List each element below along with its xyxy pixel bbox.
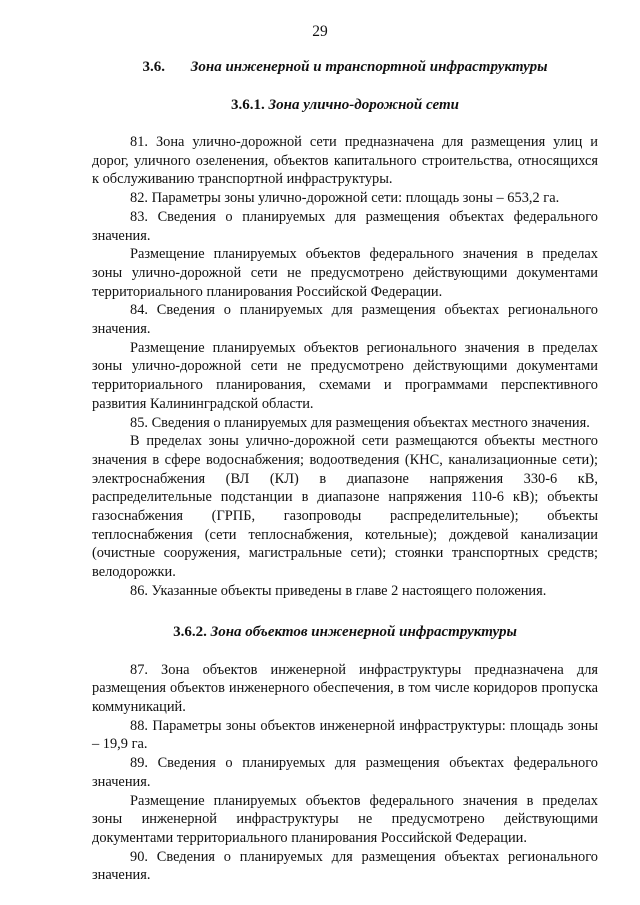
paragraph-84: 84. Сведения о планируемых для размещения объектах регионального значения. xyxy=(92,302,598,338)
paragraph-82: 82. Параметры зоны улично-дорожной сети: площадь зоны – 653,2 га. xyxy=(130,190,560,207)
paragraph-85-text: В пределах зоны улично-дорожной сети размещаются объекты местного значения в сфере водоснабжения; водоотведения (КНС, канализационные сети); электроснабжения (ВЛ (КЛ) в диапазоне напряжения 330-6 кВ, распределительные подстанции в диапазоне напряжения 110-6 кВ); объекты газоснабжения (ГРПБ, газопроводы распределительные); объекты теплоснабжения (сети теплоснабжения, котельные); дождевой канализации (очистные сооружения, магистральные сети); стоянки транспортных средств; велодорожки. xyxy=(92,433,598,581)
paragraph-87: 87. Зона объектов инженерной инфраструктуры предназначена для размещения объектов инженерного обеспечения, в том числе коридоров пропуска коммуникаций. xyxy=(92,661,598,715)
paragraph-83-text: Размещение планируемых объектов федерального значения в пределах зоны улично-дорожной сети не предусмотрено действующими документами территориального планирования Российской Федерации. xyxy=(92,246,598,300)
paragraph-90: 90. Сведения о планируемых для размещения объектах регионального значения. xyxy=(92,848,598,884)
page-number: 29 xyxy=(312,23,328,40)
paragraph-88: 88. Параметры зоны объектов инженерной инфраструктуры: площадь зоны – 19,9 га. xyxy=(92,717,598,753)
subsection-heading-3-6-2 xyxy=(92,623,598,642)
section-title: Зона инженерной и транспортной инфраструктуры xyxy=(190,59,548,75)
paragraph-81: 81. Зона улично-дорожной сети предназначена для размещения улиц и дорог, уличного озеленения, объектов капитального строительства, относящихся к обслуживанию транспортной инфраструктуры. xyxy=(92,134,598,188)
subsection-title: Зона улично-дорожной сети xyxy=(268,97,459,113)
section-number: 3.6. xyxy=(142,59,165,75)
section-heading xyxy=(92,58,598,80)
paragraph-89-text: Размещение планируемых объектов федерального значения в пределах зоны инженерной инфраструктуры не предусмотрено действующими документами территориального планирования Российской Федерации. xyxy=(92,792,598,846)
paragraph-84-text: Размещение планируемых объектов регионального значения в пределах зоны улично-дорожной сети не предусмотрено действующими документами территориального планирования, схемами и программами перспективного развития Калининградской области. xyxy=(92,339,598,412)
subsection-number: 3.6.2. xyxy=(173,623,207,640)
subsection-title: Зона объектов инженерной инфраструктуры xyxy=(210,623,517,640)
page-content xyxy=(92,58,598,885)
paragraph-83: 83. Сведения о планируемых для размещения объектах федерального значения. xyxy=(92,208,598,244)
paragraph-85: 85. Сведения о планируемых для размещения объектах местного значения. xyxy=(130,414,590,431)
paragraph-86: 86. Указанные объекты приведены в главе 2 настоящего положения. xyxy=(130,582,547,599)
paragraph-89: 89. Сведения о планируемых для размещения объектах федерального значения. xyxy=(92,755,598,790)
subsection-number: 3.6.1. xyxy=(231,97,265,113)
subsection-heading-3-6-1 xyxy=(92,96,598,115)
